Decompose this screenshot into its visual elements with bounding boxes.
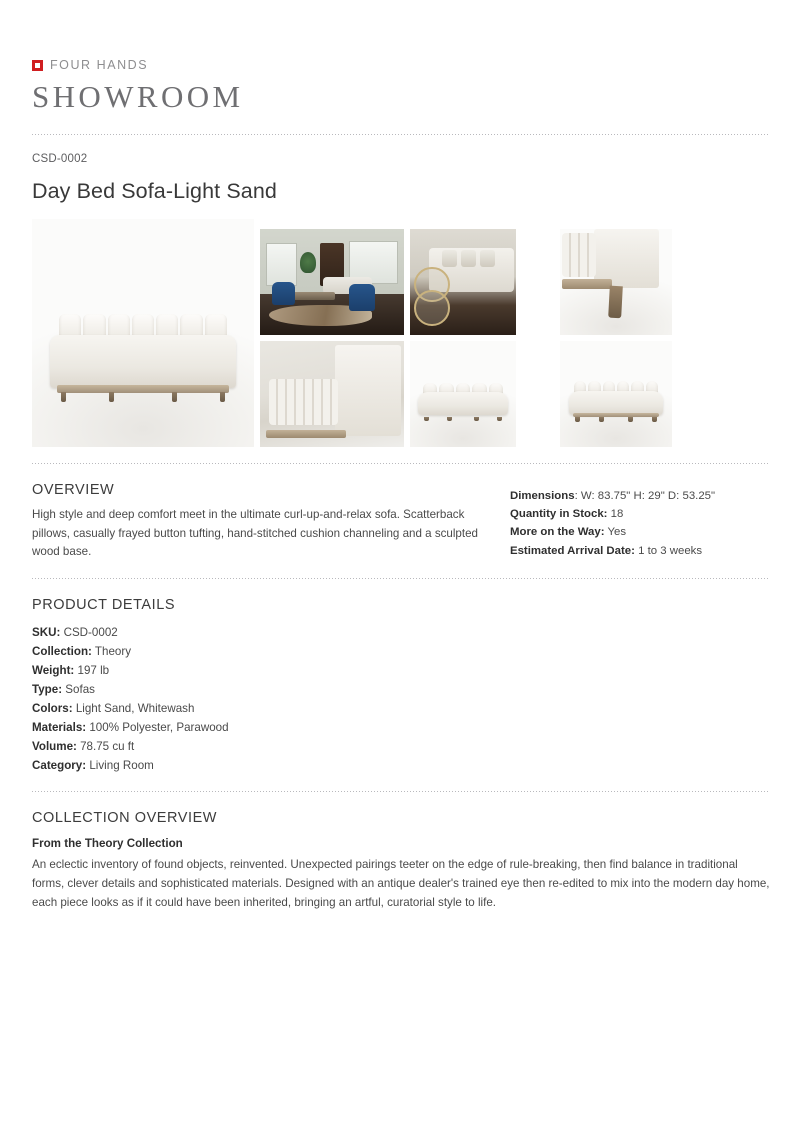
gallery-image-styled-room-bar-cart[interactable] [410,229,516,335]
cushion-detail-illustration [260,341,404,447]
detail-label-volume: Volume: [32,739,77,753]
back-view-body [418,392,507,415]
spec-dimensions-value: W: 83.75" H: 29" D: 53.25" [580,489,716,502]
cushion-wood-base [266,430,347,438]
gallery-image-wood-leg-detail[interactable] [560,229,672,335]
spec-quantity-in-stock-label: Quantity in Stock: [510,507,608,520]
product-title-block [32,135,770,204]
brand-name: FOUR HANDS [50,57,149,72]
cushion-skirt [335,345,401,436]
gallery-column-four [560,219,704,447]
spec-quantity-in-stock [510,505,770,523]
gallery-image-sofa-front-elevation[interactable] [560,341,672,447]
gallery-column-three [410,219,554,447]
detail-row-weight [32,661,770,680]
spec-estimated-arrival-date-value: 1 to 3 weeks [638,544,703,557]
gallery-column-hero [32,219,254,447]
detail-value-collection: Theory [94,644,132,658]
detail-row-type [32,680,770,699]
detail-row-collection [32,642,770,661]
spec-estimated-arrival-date [510,542,770,560]
hero-sofa-body [50,335,237,388]
leg-detail-channeling [562,233,596,278]
overview-section [32,464,770,563]
spec-dimensions-label: Dimensions [510,489,575,502]
detail-label-colors: Colors: [32,701,73,715]
overview-heading: OVERVIEW [32,481,115,498]
hero-sofa-leg [61,392,66,402]
detail-label-collection: Collection: [32,644,92,658]
spec-quantity-in-stock-value: 18 [610,507,624,520]
gallery-image-tufted-cushion-detail[interactable] [260,341,404,447]
product-details-heading: PRODUCT DETAILS [32,597,176,614]
room-wing-chair [349,284,375,312]
room-coffee-table [292,292,335,299]
hero-sofa-base [57,385,229,393]
product-details-list [32,623,770,775]
detail-label-category: Category: [32,758,87,772]
detail-row-materials [32,718,770,737]
detail-value-weight: 197 lb [77,663,110,677]
leg-detail-base-rail [562,279,611,289]
room-wing-chair [272,282,295,305]
hero-sofa-leg [172,392,177,402]
detail-row-category [32,756,770,775]
styled-room-illustration [260,229,404,335]
front-elevation-body [569,391,663,416]
showroom-wordmark: SHOWROOM [32,79,244,114]
room-plant [300,252,316,273]
spec-dimensions-separator: : [574,489,578,502]
four-hands-square-logo-icon [32,60,43,71]
hero-sofa-illustration [50,310,237,401]
product-sku-eyebrow: CSD-0002 [32,153,88,165]
collection-overview-heading: COLLECTION OVERVIEW [32,809,218,826]
hero-sofa-leg [109,392,114,402]
detail-value-type: Sofas [65,682,95,696]
page-header [32,0,770,112]
back-view-sofa-illustration [418,381,507,421]
back-view-leg [497,417,502,421]
detail-value-materials: 100% Polyester, Parawood [89,720,229,734]
spec-more-on-the-way-value: Yes [607,526,627,539]
gallery-image-hero-sofa-angled[interactable] [32,219,254,447]
brand-lockup [32,58,770,72]
hero-sofa-leg [220,392,225,402]
back-view-leg [474,417,479,421]
spec-estimated-arrival-date-label: Estimated Arrival Date: [510,544,635,557]
front-elevation-sofa-illustration [569,379,663,421]
front-elevation-base [573,413,660,417]
product-image-gallery [32,219,770,447]
page-title: Day Bed Sofa-Light Sand [32,178,277,203]
detail-value-category: Living Room [89,758,154,772]
bar-cart-room-pillow [480,250,495,267]
front-elevation-leg [575,417,580,422]
leg-detail-illustration [560,229,672,335]
spec-more-on-the-way [510,523,770,541]
bar-cart-room-pillow [442,250,457,267]
gallery-image-styled-living-room[interactable] [260,229,404,335]
detail-value-sku: CSD-0002 [63,625,118,639]
room-window [266,243,298,285]
leg-detail-wood-leg [608,285,623,317]
gallery-image-sofa-back-view[interactable] [410,341,516,447]
cushion-channeling [269,379,338,426]
bar-cart-ring [414,290,450,326]
detail-value-colors: Light Sand, Whitewash [75,701,195,715]
detail-value-volume: 78.75 cu ft [80,739,135,753]
collection-overview-section [32,792,770,913]
collection-body: An eclectic inventory of found objects, reinvented. Unexpected pairings teeter on the edge of rule-breaking, then find balance in traditional forms, clever details and sophisticated materials. Designed with an antique dealer's trained eye then re-edited to mix into the modern day home, each piece looks as if it could have been inherited, bringing an artful, curatorial style to life. [32,858,770,909]
detail-row-sku [32,623,770,642]
detail-label-sku: SKU: [32,625,61,639]
bar-cart-room-illustration [410,229,516,335]
spec-more-on-the-way-label: More on the Way: [510,526,605,539]
gallery-column-two [260,219,404,447]
product-details-section [32,579,770,774]
back-view-leg [447,417,452,421]
detail-label-materials: Materials: [32,720,87,734]
bar-cart-room-pillow [461,250,476,267]
front-elevation-leg [599,417,604,422]
overview-text-column [32,482,510,563]
spec-dimensions [510,487,770,505]
detail-label-type: Type: [32,682,63,696]
overview-body: High style and deep comfort meet in the ultimate curl-up-and-relax sofa. Scatterback pillows, casually frayed button tufting, hand-stitched cushion channeling and a sculpted wood base. [32,507,478,559]
front-elevation-leg [652,417,657,422]
detail-row-volume [32,737,770,756]
detail-row-colors [32,699,770,718]
collection-subheading: From the Theory Collection [32,837,183,851]
detail-label-weight: Weight: [32,663,75,677]
overview-spec-column [510,482,770,561]
front-elevation-leg [628,417,633,422]
back-view-leg [424,417,429,421]
